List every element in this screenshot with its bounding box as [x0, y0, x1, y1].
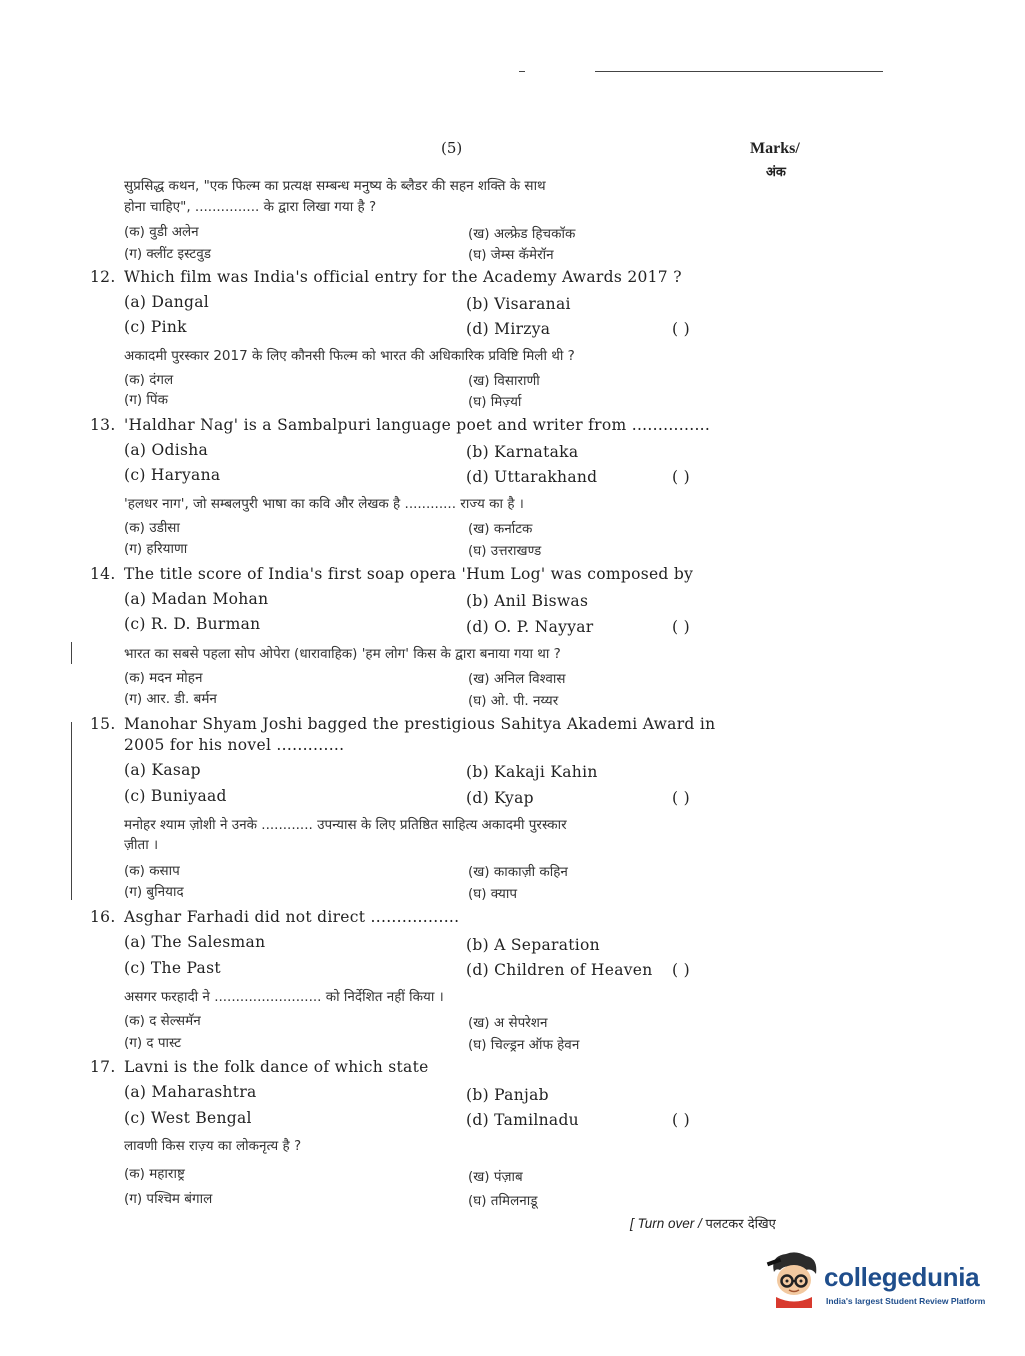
q15-hindi-line-2: ज़ीता ।: [124, 837, 159, 853]
q17-option-a: (a) Maharashtra: [124, 1083, 257, 1101]
q12-text: Which film was India's official entry for the Academy Awards 2017 ?: [124, 268, 682, 286]
q13-hindi-text: 'हलधर नाग', जो सम्बलपुरी भाषा का कवि और लेखक है ............ राज्य का है ।: [124, 496, 524, 512]
q16-option-d: (d) Children of Heaven: [466, 961, 653, 979]
q14-hindi-text: भारत का सबसे पहला सोप ओपेरा (धारावाहिक) 'हम लोग' किस के द्वारा बनाया गया था ?: [124, 646, 561, 662]
page-number: (5): [441, 139, 463, 157]
q12-hindi-text: अकादमी पुरस्कार 2017 के लिए कौनसी फिल्म को भारत की अधिकारिक प्रविष्टि मिली थी ?: [124, 348, 575, 364]
q14-option-b: (b) Anil Biswas: [466, 592, 589, 610]
q12-answer-bracket: ( ): [672, 320, 690, 338]
top-rule: [595, 71, 883, 72]
q14-option-a-hindi: (क) मदन मोहन: [124, 670, 203, 686]
q12-option-a-hindi: (क) दंगल: [124, 372, 174, 388]
q17-answer-bracket: ( ): [672, 1111, 690, 1129]
q14-text: The title score of India's first soap opera 'Hum Log' was composed by: [124, 565, 694, 583]
logo-name: collegedunia: [824, 1262, 980, 1292]
q11-hindi-line-1: सुप्रसिद्ध कथन, "एक फिल्म का प्रत्यक्ष सम्बन्ध मनुष्य के ब्लैडर की सहन शक्ति के साथ: [124, 178, 546, 194]
q17-option-a-hindi: (क) महाराष्ट्र: [124, 1166, 185, 1182]
q12-number: 12.: [90, 268, 116, 286]
q13-option-c-hindi: (ग) हरियाणा: [124, 541, 188, 557]
q17-option-c: (c) West Bengal: [124, 1109, 252, 1127]
q15-text-line-2: 2005 for his novel .............: [124, 736, 345, 754]
q14-option-d-hindi: (घ) ओ. पी. नय्यर: [468, 693, 559, 709]
q15-text-line-1: Manohar Shyam Joshi bagged the prestigious Sahitya Akademi Award in: [124, 715, 716, 733]
q17-option-b: (b) Panjab: [466, 1086, 549, 1104]
q11-option-b-hindi: (ख) अल्फ्रेड हिचकॉक: [468, 226, 576, 242]
q12-option-d-hindi: (घ) मिर्ज़्या: [468, 394, 522, 410]
q13-text: 'Haldhar Nag' is a Sambalpuri language poet and writer from ...............: [124, 416, 711, 434]
q13-option-a-hindi: (क) उडीसा: [124, 520, 180, 536]
q17-option-d-hindi: (घ) तमिलनाडू: [468, 1193, 538, 1209]
top-dash: [519, 71, 525, 72]
q13-option-c: (c) Haryana: [124, 466, 221, 484]
q13-option-b-hindi: (ख) कर्नाटक: [468, 521, 533, 537]
q15-option-d-hindi: (घ) क्याप: [468, 886, 518, 902]
q12-option-b: (b) Visaranai: [466, 295, 571, 313]
q15-option-c: (c) Buniyaad: [124, 787, 227, 805]
q12-option-c: (c) Pink: [124, 318, 187, 336]
q13-option-b: (b) Karnataka: [466, 443, 579, 461]
margin-mark: [71, 722, 72, 900]
q16-option-c: (c) The Past: [124, 959, 221, 977]
q15-option-b-hindi: (ख) काकाज़ी कहिन: [468, 864, 568, 880]
q13-answer-bracket: ( ): [672, 468, 690, 486]
mascot-icon: [766, 1250, 822, 1308]
q14-option-d: (d) O. P. Nayyar: [466, 618, 594, 636]
q13-number: 13.: [90, 416, 116, 434]
q16-option-d-hindi: (घ) चिल्ड्रन ऑफ हेवन: [468, 1037, 580, 1053]
q15-option-a-hindi: (क) कसाप: [124, 863, 180, 879]
q15-option-d: (d) Kyap: [466, 789, 534, 807]
collegedunia-logo[interactable]: [766, 1250, 991, 1310]
q14-number: 14.: [90, 565, 116, 583]
q15-number: 15.: [90, 715, 116, 733]
q17-option-b-hindi: (ख) पंज़ाब: [468, 1169, 523, 1185]
q16-option-a: (a) The Salesman: [124, 933, 266, 951]
q16-option-c-hindi: (ग) द पास्ट: [124, 1035, 182, 1051]
q12-option-c-hindi: (ग) पिंक: [124, 392, 168, 408]
q13-option-d: (d) Uttarakhand: [466, 468, 598, 486]
q11-option-c-hindi: (ग) क्लींट इस्टवुड: [124, 246, 211, 262]
q15-option-a: (a) Kasap: [124, 761, 201, 779]
marks-heading: Marks/: [750, 140, 800, 157]
q16-option-b: (b) A Separation: [466, 936, 600, 954]
turn-over-hindi: पलटकर देखिए: [705, 1217, 776, 1232]
q11-option-d-hindi: (घ) जेम्स कॅमेरॉन: [468, 247, 554, 263]
q12-option-d: (d) Mirzya: [466, 320, 551, 338]
q17-option-c-hindi: (ग) पश्चिम बंगाल: [124, 1191, 213, 1207]
logo-tagline: India's largest Student Review Platform: [826, 1296, 986, 1306]
q14-option-b-hindi: (ख) अनिल विश्वास: [468, 671, 566, 687]
margin-mark: [71, 642, 72, 664]
q16-answer-bracket: ( ): [672, 961, 690, 979]
q14-option-c-hindi: (ग) आर. डी. बर्मन: [124, 691, 217, 707]
q11-hindi-line-2: होना चाहिए", ............... के द्वारा लिखा गया है ?: [124, 199, 377, 215]
q14-answer-bracket: ( ): [672, 618, 690, 636]
q15-option-c-hindi: (ग) बुनियाद: [124, 884, 184, 900]
q15-option-b: (b) Kakaji Kahin: [466, 763, 598, 781]
q15-hindi-line-1: मनोहर श्याम ज़ोशी ने उनके ............ उपन्यास के लिए प्रतिष्ठित साहित्य अकादमी पुरस्कार: [124, 817, 567, 833]
q14-option-a: (a) Madan Mohan: [124, 590, 269, 608]
q16-number: 16.: [90, 908, 116, 926]
q16-text: Asghar Farhadi did not direct .................: [124, 908, 460, 926]
turn-over-note: [630, 1214, 776, 1232]
q17-hindi-text: लावणी किस राज़्य का लोकनृत्य है ?: [124, 1138, 302, 1154]
q16-hindi-text: असगर फरहादी ने ......................... को निर्देशित नहीं किया ।: [124, 989, 444, 1005]
q13-option-a: (a) Odisha: [124, 441, 209, 459]
q16-option-a-hindi: (क) द सेल्समॅन: [124, 1013, 201, 1029]
q17-text: Lavni is the folk dance of which state: [124, 1058, 429, 1076]
q12-option-b-hindi: (ख) विसाराणी: [468, 373, 540, 389]
q17-number: 17.: [90, 1058, 116, 1076]
marks-heading-hindi: अंक: [766, 165, 786, 180]
q15-answer-bracket: ( ): [672, 789, 690, 807]
q13-option-d-hindi: (घ) उत्तराखण्ड: [468, 543, 542, 559]
q16-option-b-hindi: (ख) अ सेपरेशन: [468, 1015, 548, 1031]
q11-option-a-hindi: (क) वुडी अलेन: [124, 224, 199, 240]
turn-over-english: [ Turn over /: [630, 1216, 702, 1231]
q12-option-a: (a) Dangal: [124, 293, 210, 311]
q14-option-c: (c) R. D. Burman: [124, 615, 261, 633]
q17-option-d: (d) Tamilnadu: [466, 1111, 579, 1129]
